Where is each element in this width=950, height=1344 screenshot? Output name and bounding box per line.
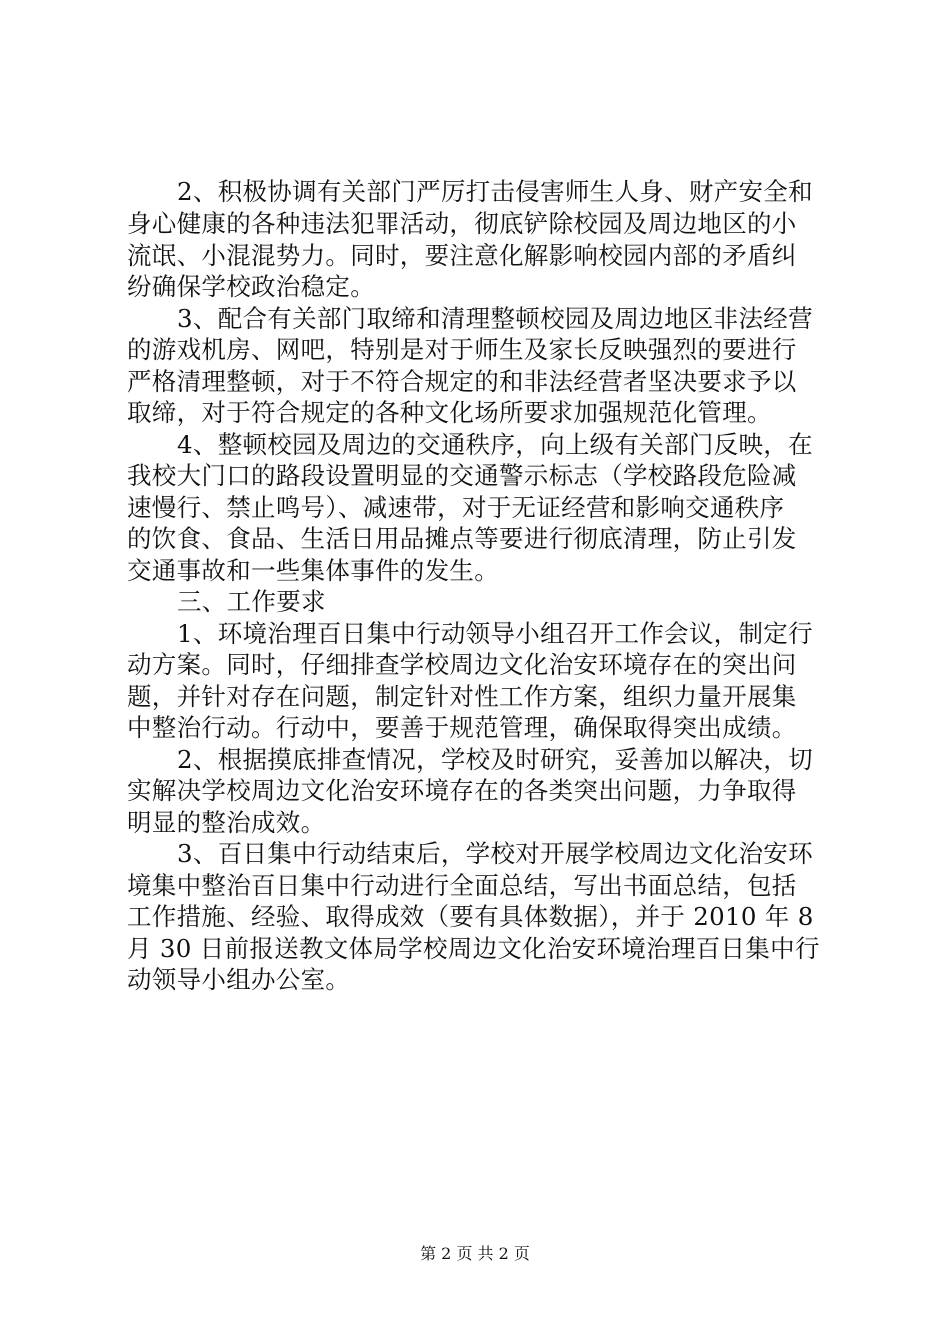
paragraph-line: 4、整顿校园及周边的交通秩序，向上级有关部门反映，在 — [177, 430, 813, 459]
paragraph-line: 的饮食、食品、生活日用品摊点等要进行彻底清理，防止引发 — [127, 524, 797, 553]
paragraph-line: 3、配合有关部门取缔和清理整顿校园及周边地区非法经营 — [177, 304, 813, 333]
paragraph-line: 速慢行、禁止鸣号）、减速带，对于无证经营和影响交通秩序 — [127, 493, 785, 522]
paragraph-line: 3、百日集中行动结束后，学校对开展学校周边文化治安环 — [177, 839, 813, 868]
paragraph-line: 取缔，对于符合规定的各种文化场所要求加强规范化管理。 — [127, 398, 772, 427]
paragraph-line: 交通事故和一些集体事件的发生。 — [127, 556, 499, 585]
paragraph-line: 严格清理整顿，对于不符合规定的和非法经营者坚决要求予以 — [127, 367, 797, 396]
paragraph-line: 明显的整治成效。 — [127, 808, 326, 837]
paragraph-line: 我校大门口的路段设置明显的交通警示标志（学校路段危险减 — [127, 461, 797, 490]
paragraph-line: 流氓、小混混势力。同时，要注意化解影响校园内部的矛盾纠 — [127, 241, 797, 270]
paragraph-line: 工作措施、经验、取得成效（要有具体数据），并于 2010 年 8 — [127, 902, 814, 931]
paragraph-line: 的游戏机房、网吧，特别是对于师生及家长反映强烈的要进行 — [127, 335, 797, 364]
paragraph-line: 1、环境治理百日集中行动领导小组召开工作会议，制定行 — [177, 619, 813, 648]
paragraph-line: 中整治行动。行动中，要善于规范管理，确保取得突出成绩。 — [127, 713, 797, 742]
paragraph-line: 2、积极协调有关部门严厉打击侵害师生人身、财产安全和 — [177, 177, 813, 206]
paragraph-line: 境集中整治百日集中行动进行全面总结，写出书面总结，包括 — [127, 871, 797, 900]
paragraph-line: 2、根据摸底排查情况，学校及时研究，妥善加以解决，切 — [177, 745, 813, 774]
paragraph-line: 动领导小组办公室。 — [127, 965, 351, 994]
paragraph-line: 实解决学校周边文化治安环境存在的各类突出问题，力争取得 — [127, 776, 797, 805]
page-footer: 第 2 页 共 2 页 — [420, 1244, 530, 1263]
paragraph-line: 纷确保学校政治稳定。 — [127, 272, 375, 301]
paragraph-line: 题，并针对存在问题，制定针对性工作方案，组织力量开展集 — [127, 682, 797, 711]
paragraph-line: 动方案。同时，仔细排查学校周边文化治安环境存在的突出问 — [127, 650, 797, 679]
section-heading: 三、工作要求 — [177, 587, 326, 616]
paragraph-line: 身心健康的各种违法犯罪活动，彻底铲除校园及周边地区的小 — [127, 209, 797, 238]
paragraph-line: 月 30 日前报送教文体局学校周边文化治安环境治理百日集中行 — [127, 934, 820, 963]
